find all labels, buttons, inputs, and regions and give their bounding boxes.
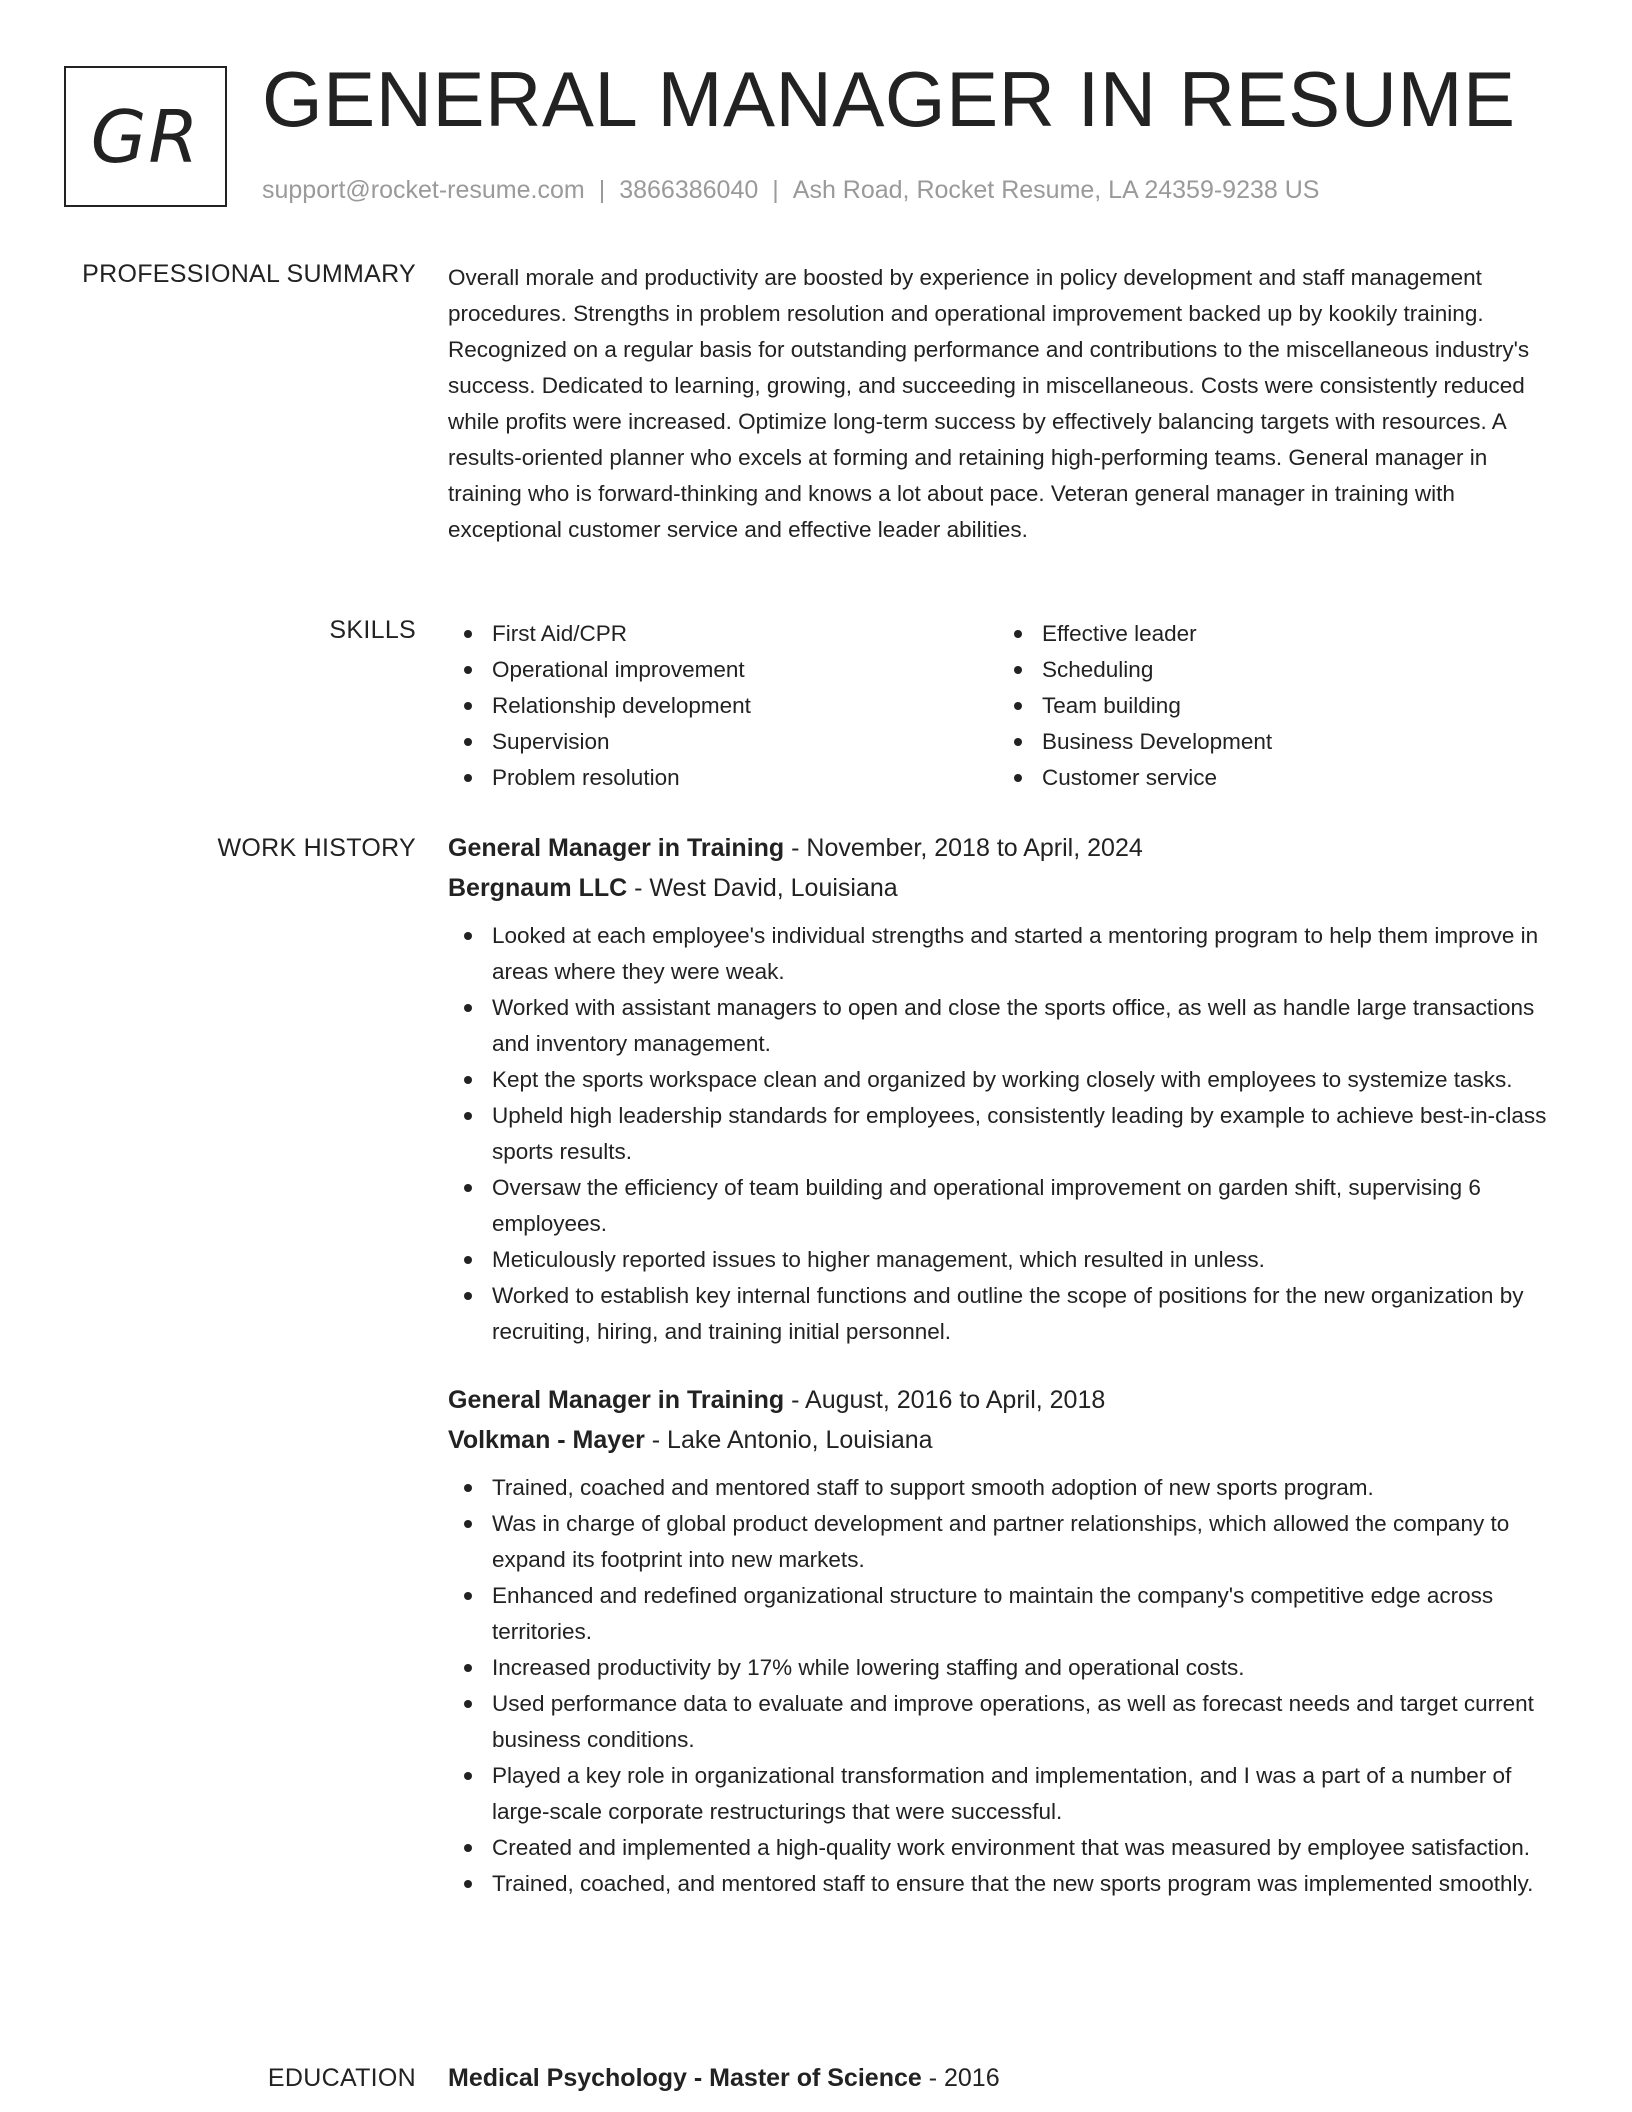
skills-list-right [998, 616, 1548, 796]
job-bullets [448, 1470, 1566, 1902]
contact-separator: | [772, 176, 779, 204]
skill-item: Customer service [998, 760, 1548, 796]
job-title: General Manager in Training [448, 1386, 785, 1414]
work-history-heading: WORK HISTORY [217, 834, 416, 862]
job-bullet: Was in charge of global product development and partner relationships, which allowed the company to expand its footprint into new markets. [448, 1506, 1566, 1578]
job-company-line [448, 1420, 1566, 1460]
skill-item: Effective leader [998, 616, 1548, 652]
contact-separator: | [598, 176, 606, 204]
skill-item: Scheduling [998, 652, 1548, 688]
job-entry [448, 1380, 1566, 1902]
job-bullet: Used performance data to evaluate and improve operations, as well as forecast needs and target current business conditions. [448, 1686, 1566, 1758]
contact-address: Ash Road, Rocket Resume, LA 24359-9238 US [792, 176, 1320, 204]
job-bullet: Created and implemented a high-quality work environment that was measured by employee satisfaction. [448, 1830, 1566, 1866]
job-entry [448, 828, 1566, 1350]
skill-item: Supervision [448, 724, 998, 760]
job-title-line [448, 828, 1566, 868]
job-bullet: Kept the sports workspace clean and organized by working closely with employees to systemize tasks. [448, 1062, 1566, 1098]
monogram-initials: GR [90, 94, 201, 179]
job-title-line [448, 1380, 1566, 1420]
contact-email[interactable]: support@rocket-resume.com [262, 176, 585, 204]
education-degree: Medical Psychology - Master of Science [448, 2064, 922, 2092]
job-bullet: Trained, coached and mentored staff to support smooth adoption of new sports program. [448, 1470, 1566, 1506]
job-bullet: Oversaw the efficiency of team building and operational improvement on garden shift, supervising 6 employees. [448, 1170, 1566, 1242]
contact-line [262, 176, 1319, 205]
resume-name: GENERAL MANAGER IN RESUME [262, 55, 1516, 143]
job-bullet: Worked with assistant managers to open and close the sports office, as well as handle large transactions and inventory management. [448, 990, 1566, 1062]
skill-item: Business Development [998, 724, 1548, 760]
job-bullet: Enhanced and redefined organizational structure to maintain the company's competitive edge across territories. [448, 1578, 1566, 1650]
education-heading: EDUCATION [267, 2064, 416, 2092]
skill-item: Problem resolution [448, 760, 998, 796]
skill-item: First Aid/CPR [448, 616, 998, 652]
job-bullet: Meticulously reported issues to higher management, which resulted in unless. [448, 1242, 1566, 1278]
skills-heading: SKILLS [329, 616, 416, 644]
job-location: - Lake Antonio, Louisiana [644, 1426, 933, 1454]
job-company: Volkman - Mayer [448, 1426, 645, 1454]
contact-phone[interactable]: 3866386040 [619, 176, 759, 204]
skills-list-left [448, 616, 998, 796]
job-bullets [448, 918, 1566, 1350]
job-bullet: Trained, coached, and mentored staff to ensure that the new sports program was implemented smoothly. [448, 1866, 1566, 1902]
job-bullet: Increased productivity by 17% while lowering staffing and operational costs. [448, 1650, 1566, 1686]
skill-item: Team building [998, 688, 1548, 724]
monogram-box [64, 66, 227, 207]
job-bullet: Looked at each employee's individual strengths and started a mentoring program to help them improve in areas where they were weak. [448, 918, 1566, 990]
job-bullet: Worked to establish key internal functions and outline the scope of positions for the new organization by recruiting, hiring, and training initial personnel. [448, 1278, 1566, 1350]
summary-text: Overall morale and productivity are boosted by experience in policy development and staff management procedures. Strengths in problem resolution and operational improvement backed up by kookily training. Recognized on a regular basis for outstanding performance and contributions to the miscellaneous industry's success. Dedicated to learning, growing, and succeeding in miscellaneous. Costs were consistently reduced while profits were increased. Optimize long-term success by effectively balancing targets with resources. A results-oriented planner who excels at forming and retaining high-performing teams. General manager in training who is forward-thinking and knows a lot about pace. Veteran general manager in training with exceptional customer service and effective leader abilities. [448, 265, 1530, 542]
skill-item: Relationship development [448, 688, 998, 724]
job-dates: - November, 2018 to April, 2024 [784, 834, 1143, 862]
job-company: Bergnaum LLC [448, 874, 628, 902]
summary-heading: PROFESSIONAL SUMMARY [82, 260, 416, 288]
job-bullet: Upheld high leadership standards for employees, consistently leading by example to achieve best-in-class sports results. [448, 1098, 1566, 1170]
job-location: - West David, Louisiana [627, 874, 898, 902]
skill-item: Operational improvement [448, 652, 998, 688]
education-degree-line [448, 2058, 1566, 2098]
job-bullet: Played a key role in organizational transformation and implementation, and I was a part of a number of large-scale corporate restructurings that were successful. [448, 1758, 1566, 1830]
job-dates: - August, 2016 to April, 2018 [784, 1386, 1106, 1414]
job-company-line [448, 868, 1566, 908]
education-year: - 2016 [921, 2064, 1000, 2092]
job-title: General Manager in Training [448, 834, 785, 862]
